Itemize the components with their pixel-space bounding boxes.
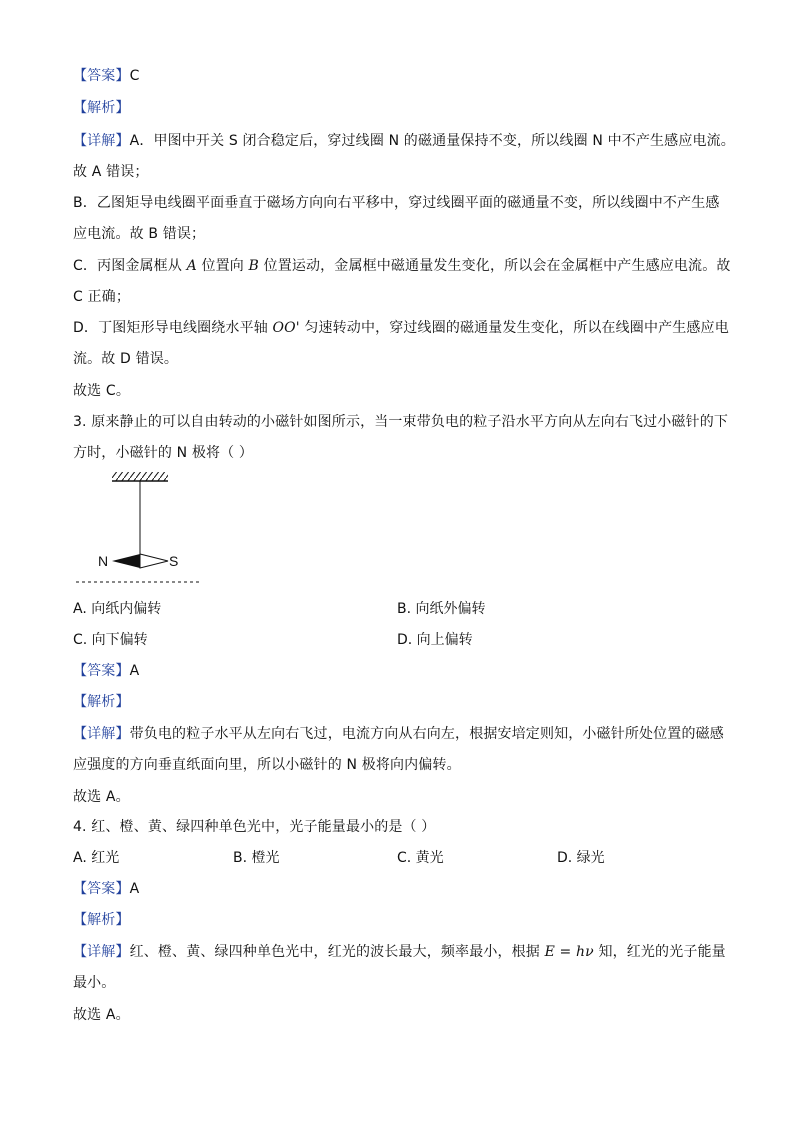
q2-answer: C <box>129 68 140 84</box>
answer-label: 【答案】 <box>73 68 130 84</box>
option-text: C. 向下偏转 <box>73 632 148 648</box>
q4-option-c <box>397 848 444 868</box>
q2-detail-text: 位置运动，金属框中磁通量发生变化，所以会在金属框中产生感应电流。故 <box>258 258 731 274</box>
analysis-label: 【解析】 <box>73 912 130 928</box>
answer-label: 【答案】 <box>73 881 130 897</box>
s-pole-label: S <box>169 553 179 569</box>
detail-label: 【详解】 <box>73 133 130 149</box>
answer-label: 【答案】 <box>73 663 130 679</box>
option-text: B. 向纸外偏转 <box>397 601 486 617</box>
analysis-label: 【解析】 <box>73 100 130 116</box>
q2-detail-line-3 <box>73 193 720 213</box>
q4-answer: A <box>129 881 140 897</box>
q2-detail-text: C 正确； <box>73 289 130 305</box>
q4-conclusion <box>73 1005 130 1025</box>
q3-option-a <box>73 599 161 619</box>
q4-stem-line <box>73 817 435 837</box>
axis-symbol: OO' <box>272 320 300 336</box>
q3-option-d <box>397 630 473 650</box>
q3-conclusion <box>73 787 130 807</box>
option-text: B. 橙光 <box>233 850 280 866</box>
q4-detail-line-2 <box>73 973 115 993</box>
q3-detail-line-1 <box>73 724 724 744</box>
q2-detail-text: B．乙图矩导电线圈平面垂直于磁场方向向右平移中，穿过线圈平面的磁通量不变，所以线圈中不产生感 <box>73 195 720 211</box>
q3-detail-text: 应强度的方向垂直纸面向里，所以小磁针的 N 极将向内偏转。 <box>73 757 461 773</box>
q2-detail-line-1 <box>73 131 735 151</box>
q3-detail-line-2 <box>73 755 461 775</box>
q3-stem-text: 3. 原来静止的可以自由转动的小磁针如图所示，当一束带负电的粒子沿水平方向从左向右飞过小磁针的下 <box>73 414 729 430</box>
q2-conclusion-text: 故选 C。 <box>73 383 130 399</box>
q4-conclusion-text: 故选 A。 <box>73 1007 130 1023</box>
q2-detail-line-4 <box>73 224 205 244</box>
q4-option-b <box>233 848 280 868</box>
q4-analysis-line <box>73 910 130 930</box>
q3-option-c <box>73 630 148 650</box>
q2-answer-line <box>73 66 140 86</box>
q4-detail-line-1 <box>73 942 726 962</box>
q2-detail-text: 故 A 错误； <box>73 164 149 180</box>
option-text: A. 红光 <box>73 850 120 866</box>
q3-detail-text: 带负电的粒子水平从左向右飞过，电流方向从右向左，根据安培定则知，小磁针所处位置的磁感 <box>129 726 724 742</box>
q2-detail-line-6 <box>73 287 130 307</box>
q2-detail-text: 匀速转动中，穿过线圈的磁通量发生变化，所以在线圈中产生感应电 <box>299 320 729 336</box>
q4-detail-text: 红、橙、黄、绿四种单色光中，红光的波长最大，频率最小，根据 <box>129 944 545 960</box>
q4-detail-text: 最小。 <box>73 975 116 991</box>
q2-detail-text: A．甲图中开关 S 闭合稳定后，穿过线圈 N 的磁通量保持不变，所以线圈 N 中不产生感应电流。 <box>129 133 735 149</box>
q2-detail-text: 流。故 D 错误。 <box>73 351 179 367</box>
q2-detail-line-8 <box>73 349 178 369</box>
q2-detail-text: 位置向 <box>196 258 249 274</box>
q4-detail-text: 知，红光的光子能量 <box>593 944 726 960</box>
q2-detail-line-7 <box>73 318 729 338</box>
q2-detail-line-5 <box>73 256 731 276</box>
q3-option-b <box>397 599 486 619</box>
q3-conclusion-text: 故选 A。 <box>73 789 130 805</box>
q3-stem-line-2 <box>73 443 253 463</box>
q2-detail-line-2 <box>73 162 149 182</box>
position-a-symbol: A <box>186 258 197 274</box>
ceiling-hatch <box>112 472 168 481</box>
option-text: D. 绿光 <box>557 850 605 866</box>
option-text: C. 黄光 <box>397 850 444 866</box>
q4-answer-line <box>73 879 139 899</box>
photon-energy-formula: E = hν <box>544 944 594 960</box>
q3-answer: A <box>129 663 140 679</box>
q3-stem-text: 方时，小磁针的 N 极将（ ） <box>73 445 254 461</box>
compass-needle-figure <box>70 470 210 594</box>
q3-analysis-line <box>73 692 130 712</box>
q2-detail-text: D．丁图矩形导电线圈绕水平轴 <box>73 320 273 336</box>
n-pole-label: N <box>98 553 109 569</box>
q2-detail-text: 应电流。故 B 错误； <box>73 226 206 242</box>
needle-north-half <box>112 554 140 568</box>
q4-option-d <box>557 848 605 868</box>
q4-stem-text: 4. 红、橙、黄、绿四种单色光中，光子能量最小的是（ ） <box>73 819 436 835</box>
q2-analysis-line <box>73 98 130 118</box>
q2-conclusion <box>73 381 130 401</box>
q3-answer-line <box>73 661 139 681</box>
q3-stem-line-1 <box>73 412 728 432</box>
q2-detail-text: C．丙图金属框从 <box>73 258 187 274</box>
analysis-label: 【解析】 <box>73 694 130 710</box>
detail-label: 【详解】 <box>73 726 130 742</box>
option-text: A. 向纸内偏转 <box>73 601 162 617</box>
q4-option-a <box>73 848 119 868</box>
detail-label: 【详解】 <box>73 944 130 960</box>
compass-figure-svg <box>70 470 210 590</box>
position-b-symbol: B <box>248 258 259 274</box>
option-text: D. 向上偏转 <box>397 632 473 648</box>
needle-south-half <box>140 554 168 568</box>
